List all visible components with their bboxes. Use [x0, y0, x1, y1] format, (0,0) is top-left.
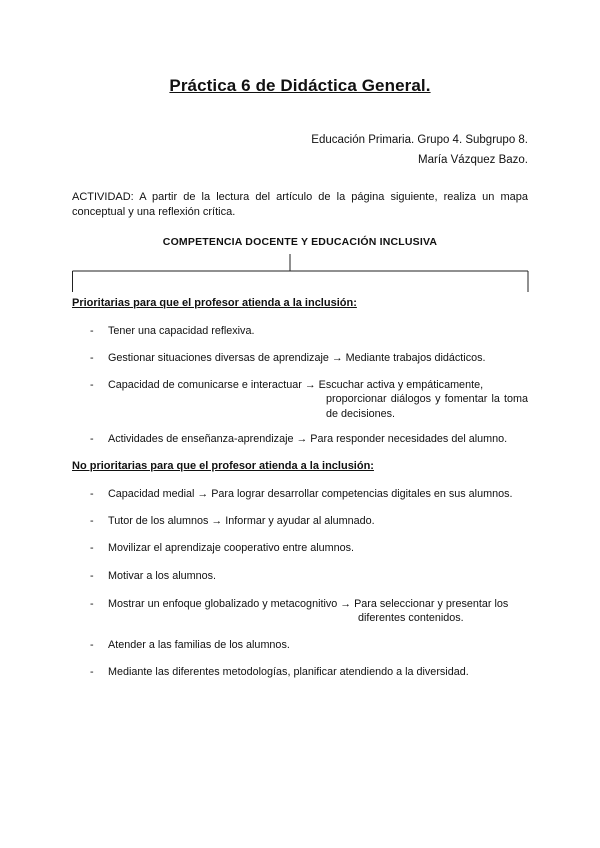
concept-map-bracket	[72, 254, 532, 296]
list-item-text: Motivar a los alumnos.	[108, 570, 217, 582]
list-item-text: Capacidad medial → Para lograr desarrollar competencias digitales en sus alumnos.	[108, 488, 513, 500]
list-dash: -	[90, 379, 94, 391]
list-item-text: Tener una capacidad reflexiva.	[108, 325, 255, 337]
list-item-text: Mostrar un enfoque globalizado y metacognitivo → Para seleccionar y presentar los	[108, 598, 509, 610]
list-dash: -	[90, 515, 94, 527]
list-item-text: Tutor de los alumnos → Informar y ayudar al alumnado.	[108, 515, 375, 527]
list-dash: -	[90, 488, 94, 500]
list-dash: -	[90, 598, 94, 610]
list-dash: -	[90, 570, 94, 582]
list-dash: -	[90, 352, 94, 364]
list-item-text: Gestionar situaciones diversas de aprendizaje → Mediante trabajos didácticos.	[108, 352, 486, 364]
list-dash: -	[90, 325, 94, 337]
list-dash: -	[90, 542, 94, 554]
list-item-text: Capacidad de comunicarse e interactuar → Escuchar activa y empáticamente,	[108, 379, 484, 391]
concept-map-title: COMPETENCIA DOCENTE Y EDUCACIÓN INCLUSIVA	[162, 236, 438, 248]
course-info: Educación Primaria. Grupo 4. Subgrupo 8.	[311, 134, 528, 146]
list-dash: -	[90, 666, 94, 678]
list-item-text: Mediante las diferentes metodologías, planificar atendiendo a la diversidad.	[108, 666, 469, 678]
nonpriority-heading: No prioritarias para que el profesor atienda a la inclusión:	[72, 460, 374, 472]
list-item-text: Actividades de enseñanza-aprendizaje → Para responder necesidades del alumno.	[108, 433, 508, 445]
list-item-continuation: diferentes contenidos.	[358, 612, 464, 624]
list-item-text: Atender a las familias de los alumnos.	[108, 639, 290, 651]
activity-instructions: ACTIVIDAD: A partir de la lectura del artículo de la página siguiente, realiza un mapa conceptual y una reflexión crítica.	[72, 191, 528, 218]
author-name: María Vázquez Bazo.	[418, 154, 528, 166]
list-item-continuation: proporcionar diálogos y fomentar la toma de decisiones.	[326, 393, 528, 420]
list-dash: -	[90, 639, 94, 651]
priority-heading: Prioritarias para que el profesor atienda a la inclusión:	[72, 297, 357, 309]
document-title: Práctica 6 de Didáctica General.	[169, 76, 431, 95]
list-item-text: Movilizar el aprendizaje cooperativo entre alumnos.	[108, 542, 355, 554]
list-dash: -	[90, 433, 94, 445]
